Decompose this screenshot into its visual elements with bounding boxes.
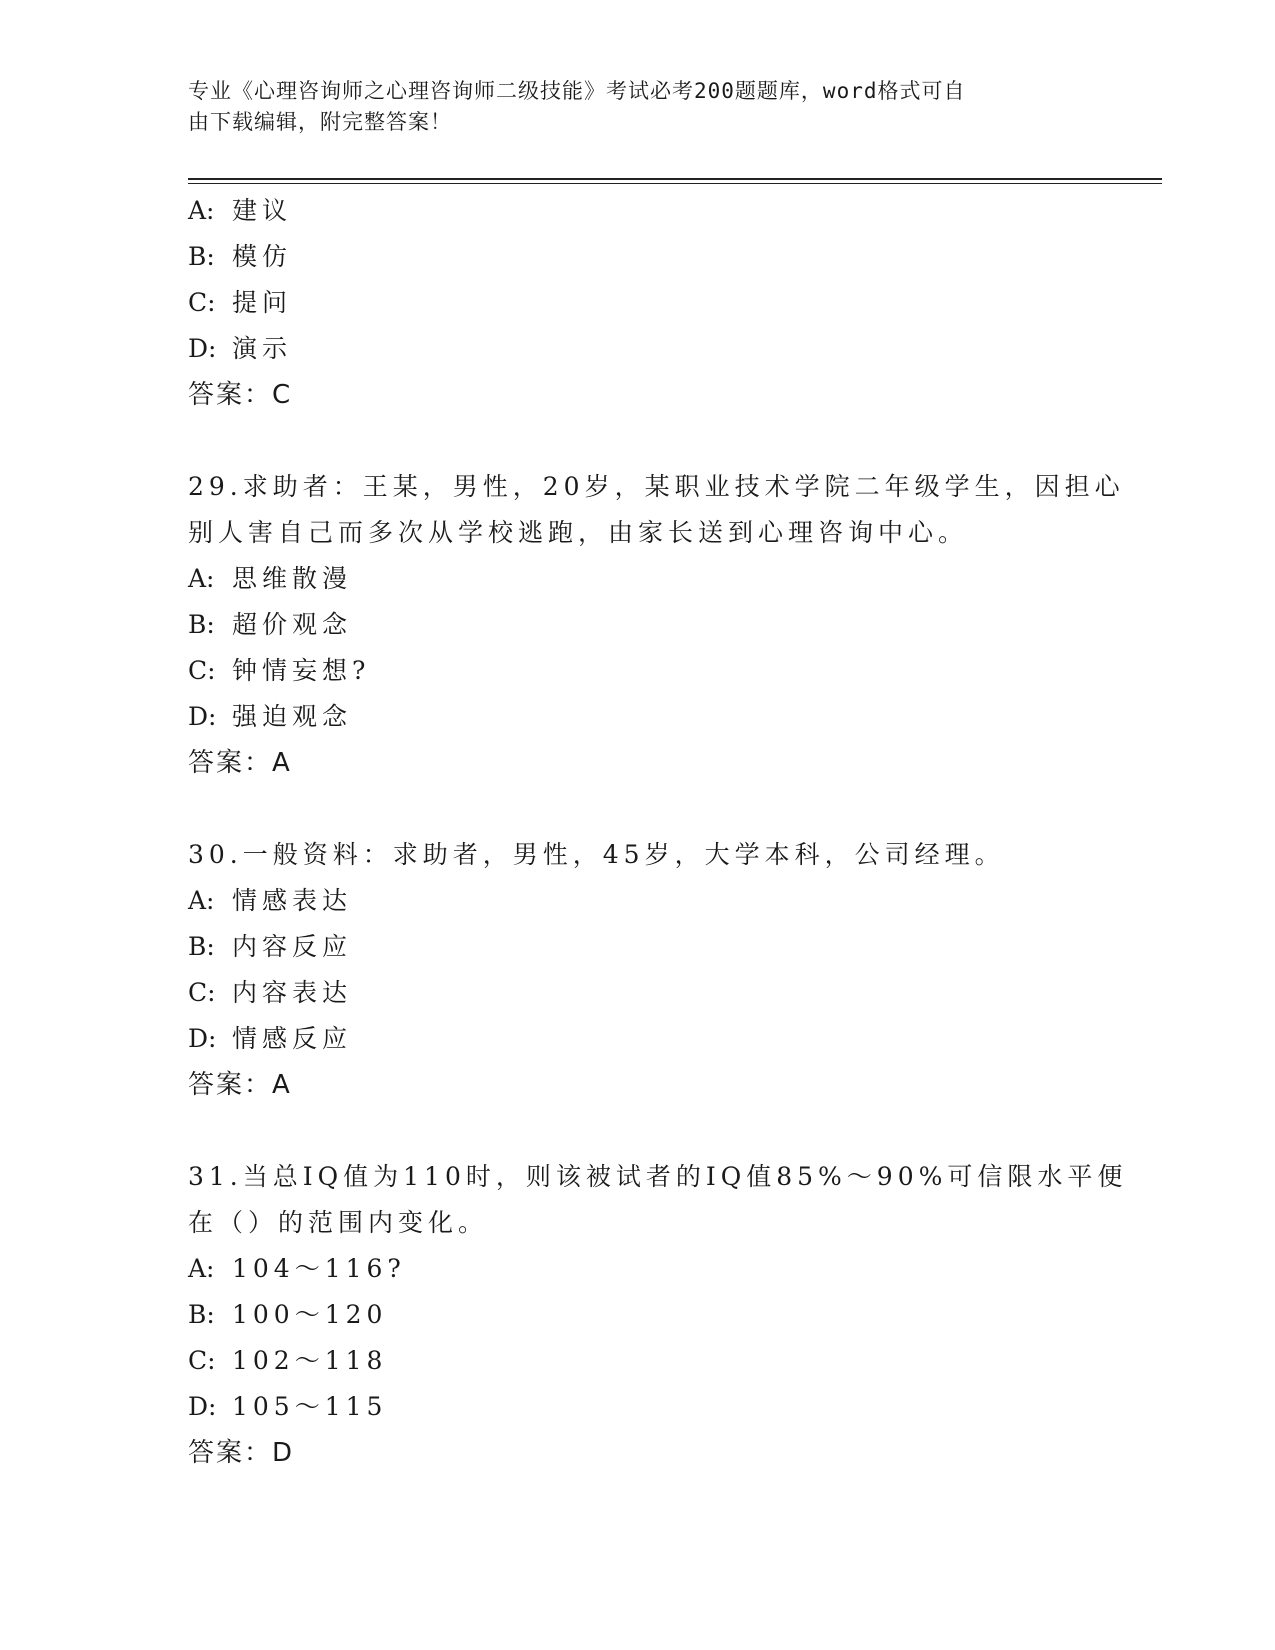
option-a (188, 1246, 1088, 1292)
answer-line: 答案：A (188, 1070, 292, 1100)
option-key: D: (188, 1024, 217, 1053)
option-text: 超价观念 (232, 610, 353, 639)
option-c (188, 280, 1088, 326)
option-key: D: (188, 702, 217, 731)
option-a (188, 188, 1088, 234)
option-text: 内容反应 (232, 932, 353, 961)
option-d (188, 1016, 1088, 1062)
option-key: C: (188, 978, 216, 1007)
question-stem-continued: 别人害自己而多次从学校逃跑，由家长送到心理咨询中心。 (188, 518, 969, 547)
option-b (188, 234, 1088, 280)
option-key: A: (188, 196, 215, 225)
option-key: C: (188, 656, 216, 685)
header-rule-thick (188, 178, 1162, 180)
option-key: A: (188, 564, 215, 593)
question-29 (188, 464, 1125, 786)
option-key: C: (188, 1346, 216, 1375)
spacer (188, 786, 1088, 832)
question-stem: 30.一般资料：求助者，男性，45岁，大学本科，公司经理。 (188, 840, 1005, 869)
option-a (188, 556, 1088, 602)
option-text: 102～118 (232, 1346, 388, 1375)
option-c (188, 648, 1088, 694)
option-text: 模仿 (232, 242, 293, 271)
option-key: A: (188, 1254, 215, 1283)
option-text: 建议 (232, 196, 293, 225)
option-text: 内容表达 (232, 978, 353, 1007)
question-list (188, 188, 1128, 1476)
option-key: B: (188, 610, 215, 639)
option-text: 钟情妄想? (232, 656, 371, 685)
option-d (188, 1384, 1088, 1430)
question-stem: 31.当总IQ值为110时，则该被试者的IQ值85%～90%可信限水平便 (188, 1162, 1128, 1191)
option-c (188, 1338, 1088, 1384)
question-30 (188, 832, 1088, 1108)
option-b (188, 602, 1088, 648)
option-text: 104～116? (232, 1254, 406, 1283)
option-key: B: (188, 1300, 215, 1329)
answer-line: 答案：D (188, 1438, 295, 1468)
option-key: D: (188, 334, 217, 363)
option-key: C: (188, 288, 216, 317)
question-31 (188, 1154, 1128, 1476)
option-b (188, 924, 1088, 970)
option-key: D: (188, 1392, 217, 1421)
option-text: 105～115 (232, 1392, 388, 1421)
option-d (188, 326, 1088, 372)
question-stem-continued: 在（）的范围内变化。 (188, 1208, 489, 1237)
option-a (188, 878, 1088, 924)
document-header (188, 76, 1088, 138)
option-text: 思维散漫 (232, 564, 353, 593)
option-text: 强迫观念 (232, 702, 353, 731)
header-line-1: 专业《心理咨询师之心理咨询师二级技能》考试必考200题题库，word格式可自 (188, 79, 966, 103)
question-stem: 29.求助者：王某，男性，20岁，某职业技术学院二年级学生，因担心 (188, 472, 1125, 501)
option-key: A: (188, 886, 215, 915)
option-text: 提问 (232, 288, 293, 317)
option-text: 情感反应 (232, 1024, 353, 1053)
option-text: 情感表达 (232, 886, 353, 915)
spacer (188, 418, 1088, 464)
answer-line: 答案：A (188, 748, 292, 778)
header-rule-thin (188, 183, 1162, 184)
option-b (188, 1292, 1088, 1338)
option-key: B: (188, 932, 215, 961)
question-28 (188, 188, 1088, 418)
answer-line: 答案：C (188, 380, 293, 410)
option-key: B: (188, 242, 215, 271)
spacer (188, 1108, 1088, 1154)
option-text: 演示 (232, 334, 293, 363)
option-d (188, 694, 1088, 740)
option-c (188, 970, 1088, 1016)
option-text: 100～120 (232, 1300, 388, 1329)
header-line-2: 由下载编辑，附完整答案！ (188, 110, 452, 134)
